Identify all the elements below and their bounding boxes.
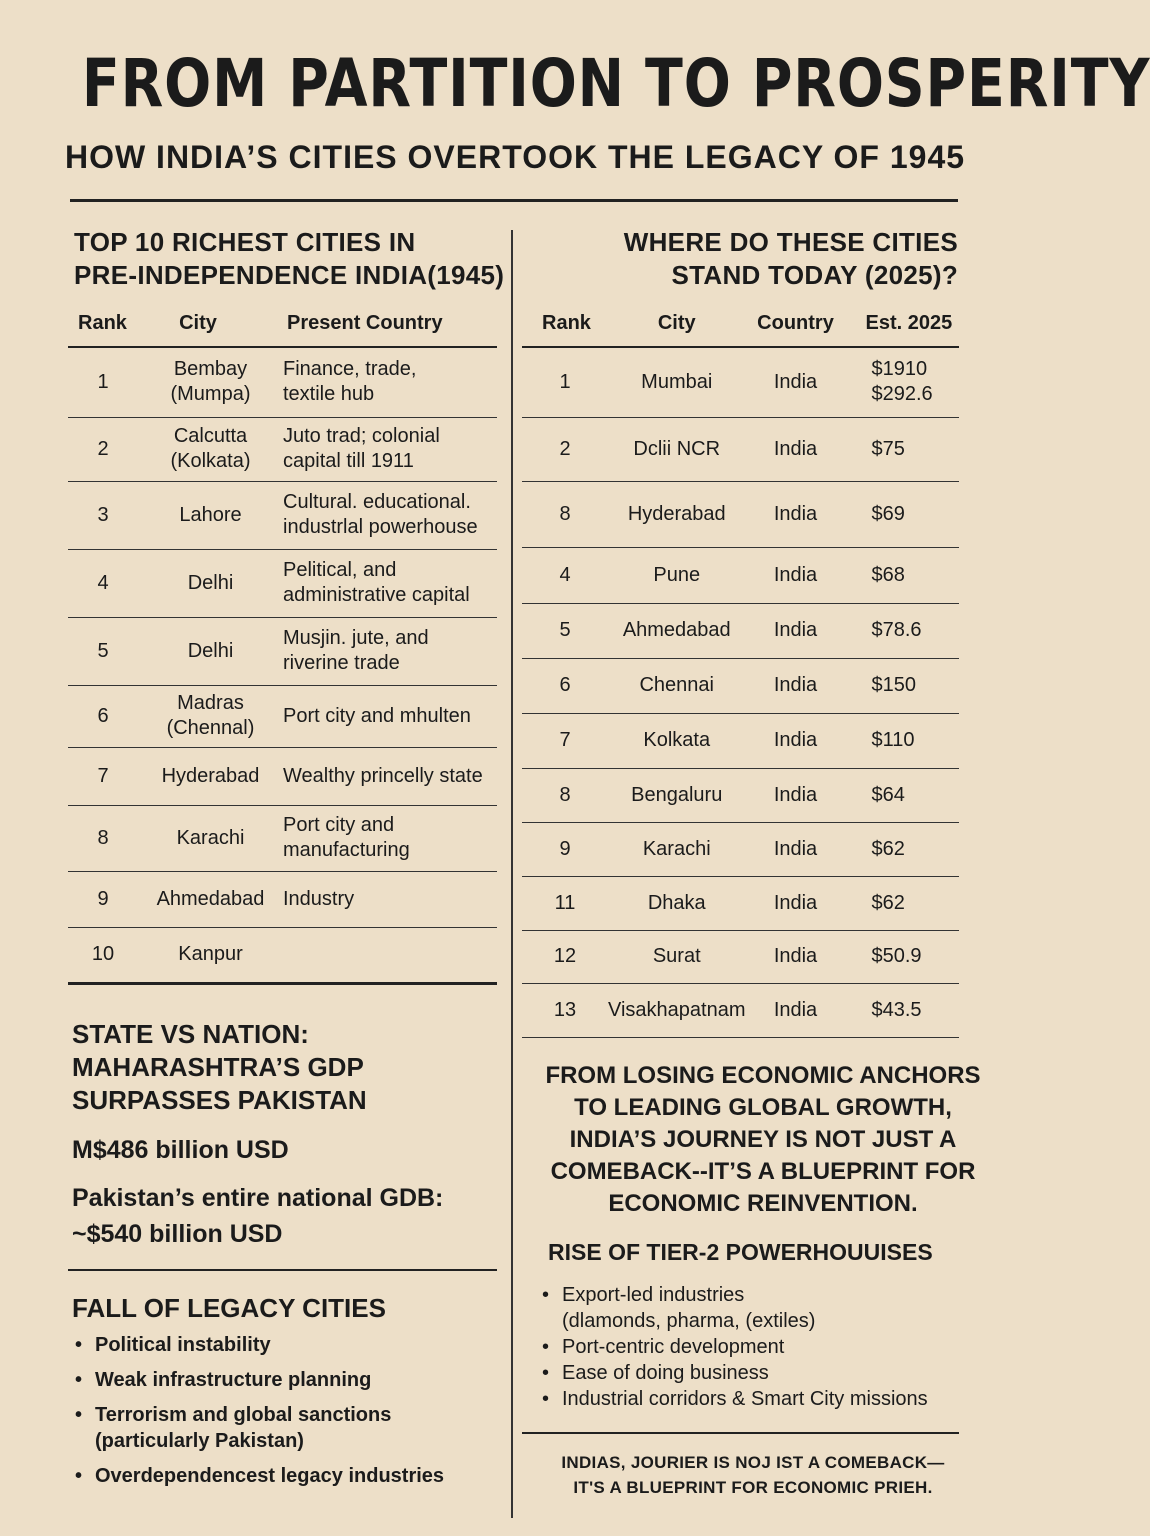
table-row [68, 871, 497, 927]
rank-cell: 5 [97, 639, 109, 662]
fall-reasons-list [73, 1332, 503, 1498]
column-header-city: City [657, 311, 696, 334]
rank-cell: 1 [97, 370, 109, 393]
table-header-row [522, 300, 959, 347]
journey-quote: FROM LOSING ECONOMIC ANCHORS TO LEADING GLOBAL GROWTH, INDIA’S JOURNEY IS NOT JUST A COMEBACK--IT’S A BLUEPRINT FOR ECONOMIC REINVENTION. [545, 1062, 981, 1217]
table-row [68, 617, 497, 685]
table-row [522, 768, 959, 822]
page-title: FROM PARTITION TO PROSPERITY [81, 45, 1150, 122]
city-cell: Bengaluru [631, 783, 723, 806]
pakistan-gdp-label: Pakistan’s entire national GDB: [72, 1184, 444, 1212]
country-cell: India [773, 837, 818, 860]
city-cell: Visakhapatnam [608, 998, 746, 1021]
city-cell: Delhi [187, 571, 234, 594]
table-row [68, 747, 497, 805]
table-row [68, 805, 497, 871]
city-cell: Karachi [642, 837, 711, 860]
list-item: • Overdependencest legacy industries [73, 1463, 503, 1489]
country-cell: India [773, 563, 818, 586]
cities-2025-table [522, 300, 959, 1038]
rank-cell: 3 [97, 503, 109, 526]
pakistan-gdp-value: ~$540 billion USD [72, 1220, 283, 1248]
gdp-cell: $50.9 [871, 945, 922, 967]
description-cell: Juto trad; colonial capital till 1911 [283, 425, 440, 472]
rank-cell: 1 [559, 370, 571, 393]
city-cell: Chennai [639, 674, 714, 696]
column-header-city: City [179, 311, 217, 334]
state-vs-nation-title: STATE VS NATION: MAHARASHTRA’S GDP SURPASSES PAKISTAN [72, 1019, 367, 1115]
gdp-cell: $75 [871, 437, 905, 460]
section-divider [68, 1269, 497, 1271]
table-row [522, 547, 959, 603]
rank-cell: 8 [559, 783, 571, 806]
city-cell: Dhaka [647, 891, 706, 914]
column-divider [511, 230, 513, 1518]
city-cell: Dclii NCR [633, 437, 721, 460]
header-divider [70, 199, 958, 202]
table-row [522, 930, 959, 983]
list-item: • Political instability [73, 1332, 503, 1358]
gdp-cell: $62 [871, 837, 905, 860]
description-cell: Port city and manufacturing [283, 814, 410, 861]
rank-cell: 6 [559, 674, 571, 696]
column-header-present-country: Present Country [287, 311, 443, 334]
country-cell: India [773, 370, 818, 393]
column-header-rank: Rank [542, 311, 591, 334]
rank-cell: 10 [91, 943, 115, 965]
rank-cell: 9 [97, 887, 109, 910]
rank-cell: 12 [553, 945, 577, 967]
city-cell: Ahmedabad [156, 887, 265, 910]
fall-of-legacy-cities-title: FALL OF LEGACY CITIES [72, 1293, 386, 1323]
list-item: • Port-centric development [540, 1334, 1010, 1360]
list-item: • Export-led industries (dlamonds, pharma, (extiles) [540, 1282, 1010, 1334]
description-cell: Wealthy princelly state [283, 764, 483, 787]
city-cell: Bembay (Mumpa) [170, 358, 251, 406]
table-row [68, 927, 497, 983]
country-cell: India [773, 437, 818, 460]
city-cell: Pune [653, 563, 701, 586]
city-cell: Kolkata [643, 729, 711, 751]
table-row [68, 685, 497, 747]
gdp-cell: $43.5 [871, 998, 922, 1021]
gdp-cell: $110 [871, 729, 915, 751]
right-table-title: WHERE DO THESE CITIES STAND TODAY (2025)? [623, 227, 958, 290]
section-divider [522, 1432, 959, 1434]
rank-cell: 11 [554, 891, 576, 914]
rank-cell: 8 [559, 502, 571, 525]
table-row [68, 481, 497, 549]
country-cell: India [773, 998, 818, 1021]
table-row [522, 983, 959, 1037]
country-cell: India [773, 502, 818, 525]
gdp-cell: $64 [871, 783, 905, 806]
gdp-cell: $62 [871, 891, 905, 914]
city-cell: Calcutta (Kolkata) [170, 425, 251, 472]
gdp-cell: $150 [871, 674, 916, 696]
footer-note: INDIAS, JOURIER IS NOJ IST A COMEBACK— IT'S A BLUEPRINT FOR ECONOMIC PRIEH. [561, 1453, 945, 1497]
list-item: • Industrial corridors & Smart City missions [540, 1386, 1010, 1412]
table-row [522, 603, 959, 658]
gdp-cell: $78.6 [871, 619, 922, 641]
city-cell: Madras (Chennal) [166, 692, 255, 739]
rank-cell: 7 [559, 729, 571, 751]
table-header-row [68, 300, 497, 347]
rank-cell: 7 [97, 764, 109, 787]
city-cell: Lahore [179, 503, 242, 526]
richest-cities-1945-table [68, 300, 497, 985]
gdp-cell: $68 [871, 563, 905, 586]
country-cell: India [773, 945, 818, 967]
tier2-title: RISE OF TIER-2 POWERHOUUISES [548, 1239, 933, 1265]
description-cell [283, 927, 497, 983]
list-item: • Terrorism and global sanctions (particularly Pakistan) [73, 1402, 503, 1454]
column-header-rank: Rank [78, 311, 127, 334]
gdp-cell: $1910 $292.6 [871, 358, 933, 406]
country-cell: India [773, 729, 818, 751]
rank-cell: 2 [559, 437, 571, 460]
table-row [522, 822, 959, 876]
list-item: • Ease of doing business [540, 1360, 1010, 1386]
description-cell: Port city and mhulten [283, 704, 471, 727]
description-cell: Industry [283, 887, 355, 910]
left-table-title: TOP 10 RICHEST CITIES IN PRE-INDEPENDENCE INDIA(1945) [74, 227, 505, 290]
description-cell: Pelitical, and administrative capital [283, 559, 470, 606]
country-cell: India [773, 783, 818, 806]
maharashtra-gdp: M$486 billion USD [72, 1136, 289, 1164]
table-row [522, 658, 959, 713]
city-cell: Karachi [176, 826, 245, 849]
gdp-cell: $69 [871, 502, 905, 525]
city-cell: Mumbai [641, 370, 713, 393]
rank-cell: 5 [559, 619, 571, 641]
table-row [522, 876, 959, 930]
rank-cell: 2 [97, 437, 109, 460]
city-cell: Ahmedabad [622, 619, 731, 641]
table-row [68, 549, 497, 617]
column-header-est-2025: Est. 2025 [865, 311, 953, 334]
table-row [68, 347, 497, 417]
table-row [522, 481, 959, 547]
description-cell: Cultural. educational. industrlal powerhouse [283, 491, 478, 538]
tier2-list [540, 1282, 1010, 1412]
rank-cell: 9 [559, 837, 571, 860]
column-header-country: Country [757, 311, 834, 334]
city-cell: Hyderabad [161, 764, 260, 787]
city-cell: Hyderabad [627, 502, 726, 525]
country-cell: India [773, 674, 818, 696]
table-row [522, 347, 959, 417]
table-row [68, 417, 497, 481]
rank-cell: 6 [97, 704, 109, 727]
rank-cell: 4 [559, 563, 571, 586]
description-cell: Finance, trade, textile hub [283, 358, 417, 406]
country-cell: India [773, 619, 818, 641]
rank-cell: 13 [553, 998, 577, 1021]
city-cell: Delhi [187, 639, 234, 662]
rank-cell: 4 [97, 571, 109, 594]
rank-cell: 8 [97, 826, 109, 849]
page-subtitle: HOW INDIA’S CITIES OVERTOOK THE LEGACY OF 1945 [64, 139, 966, 175]
table-row [522, 417, 959, 481]
description-cell: Musjin. jute, and riverine trade [283, 627, 429, 674]
list-item: • Weak infrastructure planning [73, 1367, 503, 1393]
city-cell: Kanpur [178, 943, 243, 965]
city-cell: Surat [652, 945, 701, 967]
table-row [522, 713, 959, 768]
country-cell: India [773, 891, 818, 914]
